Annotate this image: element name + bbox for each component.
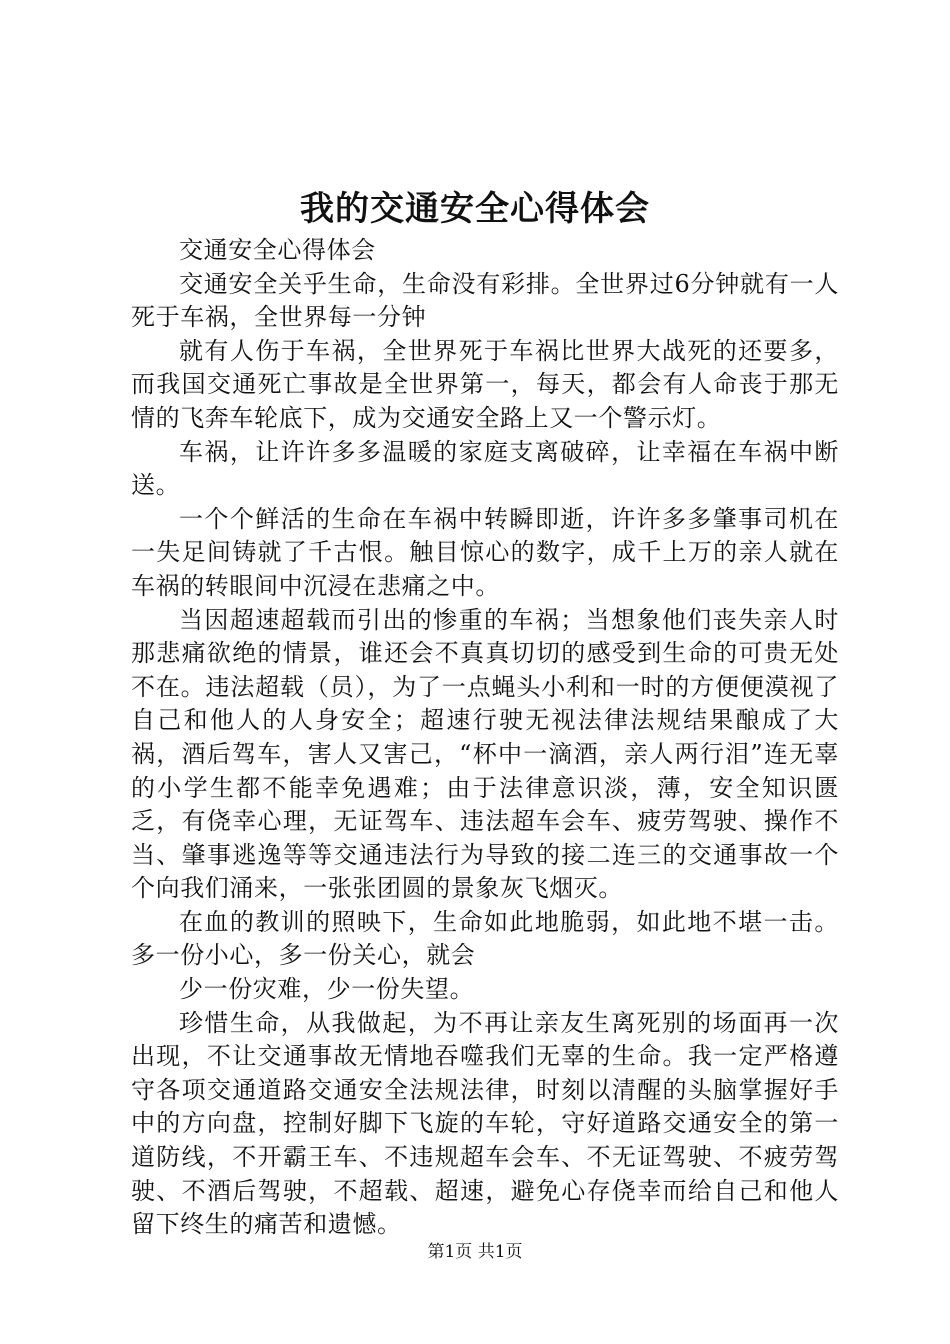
paragraph: 交通安全关乎生命，生命没有彩排。全世界过6分钟就有一人死于车祸，全世界每一分钟 [131,269,839,332]
paragraph: 少一份灾难，少一份失望。 [179,975,475,1004]
page-footer: 第1页 共1页 [427,1242,523,1262]
paragraph: 一个个鲜活的生命在车祸中转瞬即逝，许许多多肇事司机在一失足间铸就了千古恨。触目惊心的数字，成千上万的亲人就在车祸的转眼间中沉浸在悲痛之中。 [131,504,839,600]
paragraph: 车祸，让许许多多温暖的家庭支离破碎，让幸福在车祸中断送。 [131,437,839,500]
paragraph: 就有人伤于车祸，全世界死于车祸比世界大战死的还要多，而我国交通死亡事故是全世界第一，每天，都会有人命丧于那无情的飞奔车轮底下，成为交通安全路上又一个警示灯。 [131,336,839,432]
paragraph: 珍惜生命，从我做起，为不再让亲友生离死别的场面再一次出现，不让交通事故无情地吞噬我们无辜的生命。我一定严格遵守各项交通道路交通安全法规法律，时刻以清醒的头脑掌握好手中的方向盘，控制好脚下飞旋的车轮，守好道路交通安全的第一道防线，不开霸王车、不违规超车会车、不无证驾驶、不疲劳驾驶、不酒后驾驶，不超载、超速，避免心存侥幸而给自己和他人留下终生的痛苦和遗憾。 [131,1008,839,1239]
paragraph: 在血的教训的照映下，生命如此地脆弱，如此地不堪一击。多一份小心，多一份关心，就会 [131,907,839,970]
document-title: 我的交通安全心得体会 [300,189,650,229]
paragraph: 当因超速超载而引出的惨重的车祸；当想象他们丧失亲人时那悲痛欲绝的情景，谁还会不真真切切的感受到生命的可贵无处不在。违法超载（员），为了一点蝇头小利和一时的方便便漠视了自己和他人的人身安全；超速行驶无视法律法规结果酿成了大祸，酒后驾车，害人又害己，“杯中一滴酒，亲人两行泪”连无辜的小学生都不能幸免遇难；由于法律意识淡，薄，安全知识匮乏，有侥幸心理，无证驾车、违法超车会车、疲劳驾驶、操作不当、肇事逃逸等等交通违法行为导致的接二连三的交通事故一个个向我们涌来，一张张团圆的景象灰飞烟灭。 [131,605,839,903]
document-body [131,234,839,1242]
paragraph: 交通安全心得体会 [179,236,376,264]
